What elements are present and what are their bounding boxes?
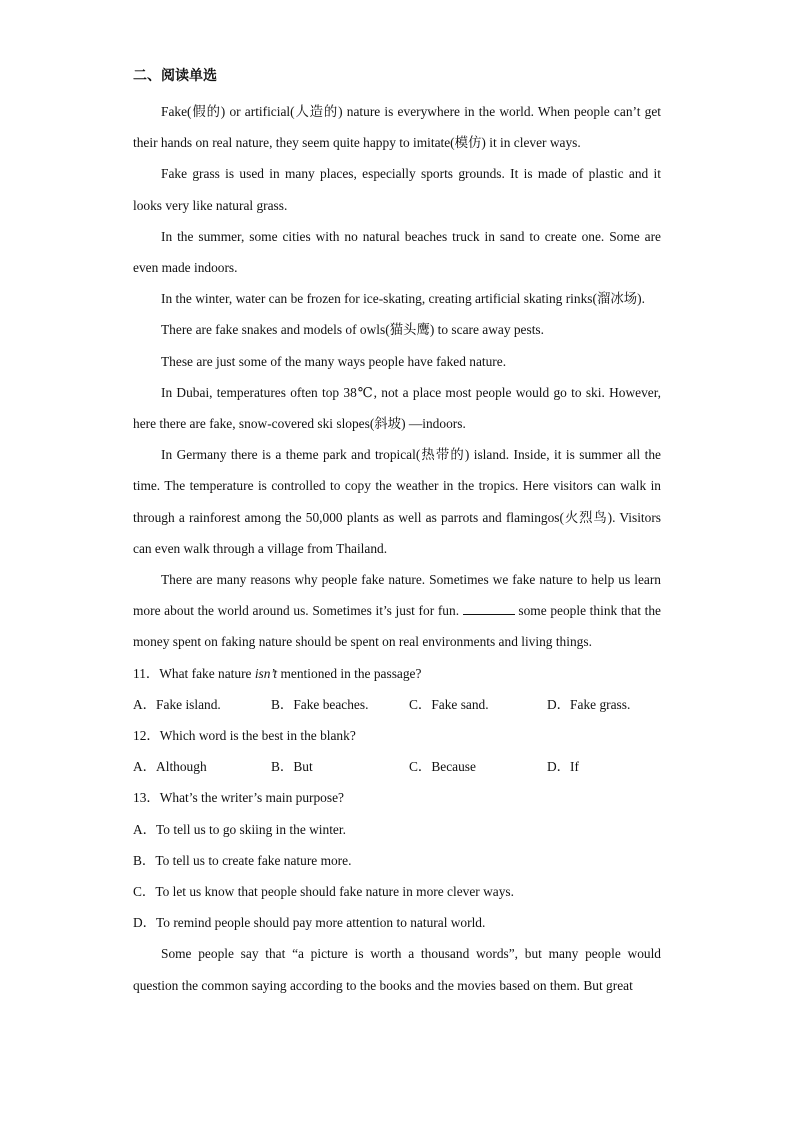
question-text: mentioned in the passage? — [277, 665, 422, 681]
passage-paragraph: In the winter, water can be frozen for ice-skating, creating artificial skating rinks(溜冰场). — [161, 291, 645, 307]
question-emphasis: isn’t — [254, 665, 278, 681]
reading-content — [133, 96, 661, 1001]
passage-paragraph: Some people say that “a picture is worth a thousand words”, but many people would question the common saying according to the books and the movies based on them. But great — [133, 946, 661, 993]
passage-paragraph: In Germany there is a theme park and tropical(热带的) island. Inside, it is summer all the time. The temperature is controlled to copy the weather in the tropics. Here visitors can walk in through a rainforest among the 50,000 plants as well as parrots and flamingos(火烈鸟). Visitors can even walk through a village from Thailand. — [133, 447, 661, 556]
passage-paragraph: Fake(假的) or artificial(人造的) nature is everywhere in the world. When people can’t get their hands on real nature, they seem quite happy to imitate(模仿) it in clever ways. — [133, 104, 661, 151]
question-12-options — [133, 751, 661, 782]
passage-paragraph: There are fake snakes and models of owls(猫头鹰) to scare away pests. — [161, 322, 544, 338]
paragraph-text-after-blank: some people think that the money spent on faking nature should be spent on real environments and living things. — [133, 603, 661, 650]
option-a[interactable]: A．Fake island. — [133, 696, 221, 712]
question-11-stem — [133, 658, 661, 689]
question-text: 11．What fake nature — [133, 665, 255, 681]
option-d[interactable]: D．If — [547, 759, 579, 775]
option-b[interactable]: B．But — [271, 759, 313, 775]
section-title: 二、阅读单选 — [133, 68, 217, 84]
option-c[interactable]: C．To let us know that people should fake nature in more clever ways. — [133, 884, 514, 900]
passage-paragraph: These are just some of the many ways people have faked nature. — [161, 353, 507, 369]
option-c[interactable]: C．Fake sand. — [409, 696, 489, 712]
option-a[interactable]: A．Although — [133, 759, 207, 775]
option-d[interactable]: D．To remind people should pay more attention to natural world. — [133, 915, 486, 931]
question-13-stem: 13．What’s the writer’s main purpose? — [133, 790, 344, 806]
option-c[interactable]: C．Because — [409, 759, 476, 775]
passage-paragraph: Fake grass is used in many places, especially sports grounds. It is made of plastic and it looks very like natural grass. — [133, 166, 661, 213]
paragraph-text-before-blank: There are many reasons why people fake nature. Sometimes we fake nature to help us learn more about the world around us. Sometimes it’s just for fun. — [133, 572, 661, 619]
option-d[interactable]: D．Fake grass. — [547, 696, 631, 712]
passage-paragraph-with-blank — [133, 564, 661, 658]
option-b[interactable]: B．To tell us to create fake nature more. — [133, 852, 352, 868]
passage-paragraph: In the summer, some cities with no natural beaches truck in sand to create one. Some are even made indoors. — [133, 228, 661, 276]
passage-paragraph: In Dubai, temperatures often top 38℃, not a place most people would go to ski. However, here there are fake, snow-covered ski slopes(斜坡) —indoors. — [133, 384, 661, 432]
question-12-stem: 12．Which word is the best in the blank? — [133, 728, 356, 744]
answer-blank — [463, 602, 515, 615]
question-11-options — [133, 689, 661, 720]
option-b[interactable]: B．Fake beaches. — [271, 696, 369, 712]
option-a[interactable]: A．To tell us to go skiing in the winter. — [133, 821, 346, 837]
